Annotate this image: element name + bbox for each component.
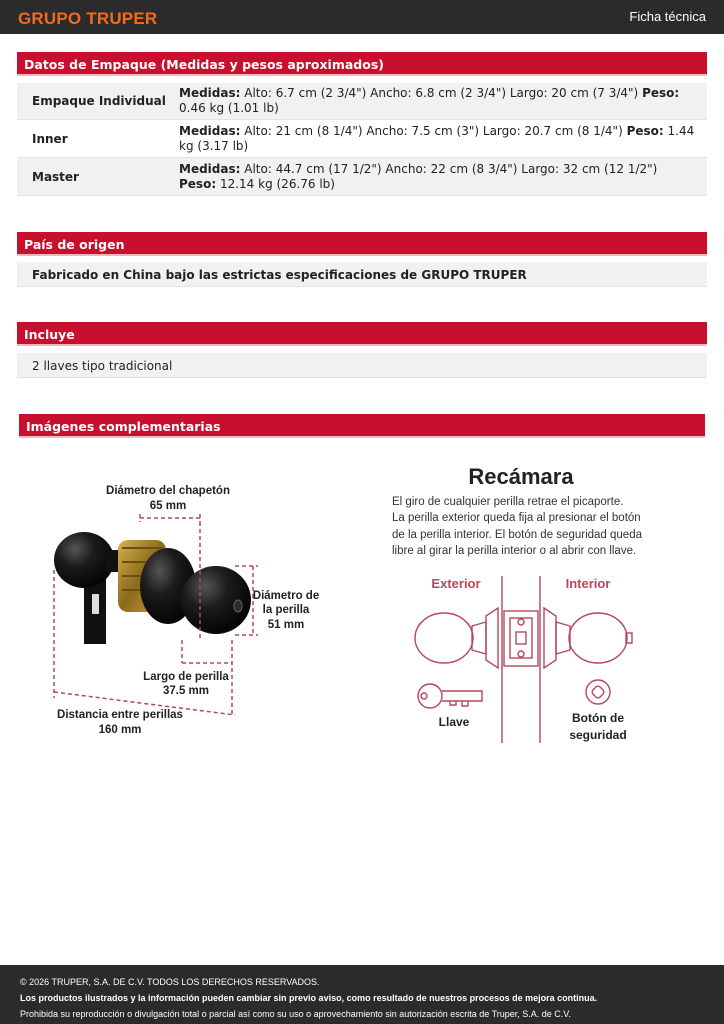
exterior-knob-outline — [415, 613, 473, 663]
packaging-table — [17, 83, 707, 196]
document-title: Ficha técnica — [629, 9, 706, 24]
lock-dimensions-image — [40, 470, 340, 750]
chapeton-label: Diámetro del chapetón — [106, 485, 230, 497]
recamara-desc-line: La perilla exterior queda fija al presionar el botón — [392, 512, 641, 524]
copyright-text: © 2026 TRUPER, S.A. DE C.V. TODOS LOS DERECHOS RESERVADOS. — [20, 977, 320, 987]
perilla-value: 51 mm — [267, 619, 305, 631]
largo-value: 37.5 mm — [162, 685, 210, 697]
boton-label-1: Botón de — [572, 711, 624, 725]
perilla-label-1: Diámetro de — [252, 590, 320, 602]
interior-knob-outline — [569, 613, 627, 663]
disclaimer-text: Los productos ilustrados y la información pueden cambiar sin previo aviso, como resultado de nuestros procesos de mejora continua. — [20, 993, 598, 1003]
interior-label: Interior — [565, 576, 611, 591]
truper-logo: GRUPO TRUPER — [18, 9, 158, 28]
includes-text: 2 llaves tipo tradicional — [17, 353, 707, 378]
includes-heading: Incluye — [17, 322, 707, 346]
recamara-desc-line: de la perilla interior. El botón de seguridad queda — [392, 529, 642, 541]
lock-dimensions-diagram — [40, 470, 340, 750]
top-bar — [0, 0, 724, 34]
chapeton-value: 65 mm — [149, 500, 187, 512]
inner-knob — [54, 532, 114, 588]
distancia-label: Distancia entre perillas — [57, 709, 183, 721]
exterior-label: Exterior — [431, 576, 481, 591]
row-name: Master — [32, 169, 79, 184]
llave-label: Llave — [438, 715, 470, 729]
recamara-diagram — [386, 458, 656, 758]
origin-text: Fabricado en China bajo las estrictas especificaciones de GRUPO TRUPER — [17, 262, 707, 287]
recamara-title: Recámara — [468, 464, 574, 489]
footer — [0, 965, 724, 1024]
packaging-heading: Datos de Empaque (Medidas y pesos aproximados) — [17, 52, 707, 76]
row-value: Medidas: Alto: 44.7 cm (17 1/2") Ancho: 22 cm (8 3/4") Largo: 32 cm (12 1/2") Peso: 12.14 kg (26.76 lb) — [179, 161, 658, 191]
row-value: Medidas: Alto: 21 cm (8 1/4") Ancho: 7.5 cm (3") Largo: 20.7 cm (8 1/4") Peso: 1.44 kg (3.17 lb) — [179, 123, 695, 153]
recamara-function-image — [386, 458, 656, 758]
origin-heading: País de origen — [17, 232, 707, 256]
table-row — [17, 158, 707, 196]
images-heading: Imágenes complementarias — [19, 414, 705, 438]
row-name: Empaque Individual — [32, 94, 166, 108]
perilla-label-2: la perilla — [262, 604, 310, 616]
safety-button-icon — [586, 680, 610, 704]
largo-label: Largo de perilla — [143, 671, 229, 683]
recamara-desc-line: El giro de cualquier perilla retrae el picaporte. — [392, 496, 624, 508]
row-name: Inner — [32, 131, 68, 146]
boton-label-2: seguridad — [569, 728, 627, 742]
table-row — [17, 120, 707, 158]
row-value: Medidas: Alto: 6.7 cm (2 3/4") Ancho: 6.8 cm (2 3/4") Largo: 20 cm (7 3/4") Peso: 0.46 kg (1.01 lb) — [179, 86, 680, 115]
table-row — [17, 83, 707, 120]
legal-text: Prohibida su reproducción o divulgación total o parcial así como su uso o aprovechamiento sin autorización escrita de Truper, S.A. de C.V. — [20, 1009, 571, 1019]
recamara-desc-line: libre al girar la perilla interior o al abrir con llave. — [392, 545, 637, 557]
outer-knob — [181, 566, 251, 634]
distancia-value: 160 mm — [98, 724, 142, 736]
